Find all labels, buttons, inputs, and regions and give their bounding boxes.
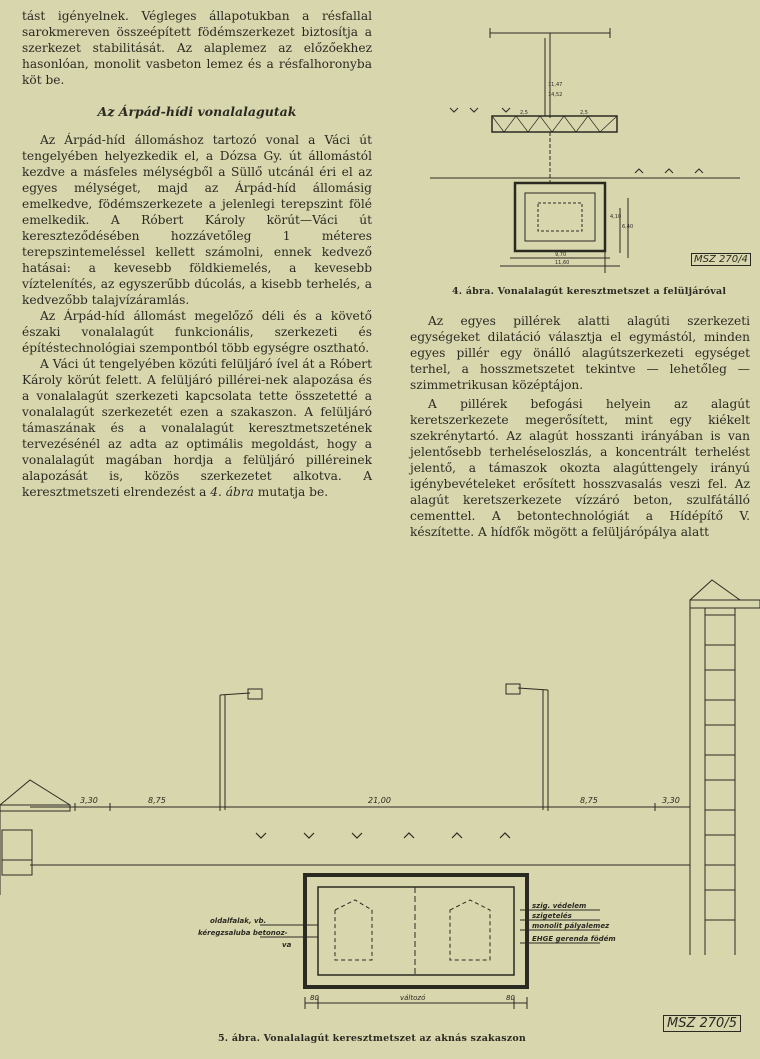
dimension-label: 3,30	[662, 796, 680, 805]
dimension-label: 14,52	[548, 92, 563, 98]
dimension-label: 8,75	[580, 796, 598, 805]
left-column	[22, 8, 372, 500]
dimension-label: 8,75	[148, 796, 166, 805]
dimension-label: 80	[310, 994, 319, 1002]
dimension-label: 3,30	[80, 796, 98, 805]
dimension-label: 11,60	[555, 260, 570, 266]
annotation-left: kéregzsaluba betonoz-	[198, 929, 288, 937]
figure-5-caption: 5. ábra. Vonalalagút keresztmetszet az aknás szakaszon	[218, 1033, 526, 1044]
paragraph: A Váci út tengelyében közúti felüljáró ível át a Róbert Károly körút felett. A felüljáró pillérei-nek alapozása és a vonalalagút szerkezeti kapcsolata tette összetetté a vonalalagút szerkezetét ezen a szakaszon. A felüljáró támaszának és a vonalalagút keresztmetszetének tervezésénél az adta az optimális megoldást, hogy a vonalalagút magában hordja a felüljáró pilléreinek alapozását is, közös szerkezetet alkotva. A keresztmetszeti elrendezést a 4. ábra mutatja be.	[22, 357, 372, 499]
dimension-label: 80	[506, 994, 515, 1002]
paragraph: Az Árpád-híd állomást megelőző déli és a követő északi vonalalagút funkcionális, szerkezeti és építéstechnológiai szempontból több egységre osztható.	[22, 309, 372, 355]
dimension-label: 6,40	[622, 224, 634, 230]
dimension-label: 21,00	[368, 796, 391, 805]
annotation-right: EHGE gerenda födém	[532, 935, 616, 943]
right-column	[410, 313, 750, 540]
paragraph: Az Árpád-híd állomáshoz tartozó vonal a Váci út tengelyében helyezkedik el, a Dózsa Gy. út állomástól kezdve a másfeles mélységből a Süllő utcánál éri el az egyes mélységet, majd az Árpád-híd állomásig emelkedve, födémszerkezete a jelenlegi terepszint fölé emelkedik. A Róbert Károly körút—Váci út kereszteződésében hozzávetőleg 1 méteres terepszintemeléssel kellett számolni, ennek kedvező hatásai: a kevesebb földkiemelés, a kevesebb víztelenítés, az egyszerűbb dúcolás, a kisebb terhelés, a kedvezőbb talajvízáramlás.	[22, 133, 372, 307]
dimension-label: 11,47	[548, 82, 563, 88]
dimension-label: 4,10	[610, 214, 622, 220]
figure-reference: 4. ábra	[210, 485, 254, 499]
figure-4-label: MSZ 270/4	[691, 253, 751, 266]
dimension-label: 9,70	[555, 252, 567, 258]
annotation-right: monolit pályalemez	[532, 922, 610, 930]
section-heading: Az Árpád-hídi vonalalagutak	[97, 104, 297, 119]
paragraph: A pillérek befogási helyein az alagút keretszerkezete megerősített, mint egy kiékelt szekrénytartó. Az alagút hosszanti irányában is van jelentősebb terheléseloszlás, a koncentrált terhelést jelentő, a támaszok okozta alagúttengely irányú igénybevételeket erősített hosszvasalás veszi fel. Az alagút keretszerkezete vízzáró beton, szulfátálló cementtel. A betontechnológiát a Hídépítő V. készítette. A hídfők mögött a felüljárópálya alatt	[410, 397, 750, 539]
dimension-label: 2,5	[580, 110, 588, 116]
dimension-label: változó	[400, 994, 426, 1002]
paragraph-continuation: tást igényelnek. Végleges állapotukban a résfallal sarokmereven összeépített födémszerkezet biztosítja a szerkezet stabilitását. Az alaplemez az előzőekhez hasonlóan, monolit vasbeton lemez és a résfalhoronyba köt be.	[22, 9, 372, 87]
annotation-right: szig. védelem	[532, 902, 587, 910]
paragraph: Az egyes pillérek alatti alagúti szerkezeti egységeket dilatáció választja el egymástól, minden egyes pillér egy önálló alagútszerkezeti egységet terhel, a hosszmetszetet tekintve — lehetőleg — szimmetrikusan középtájon.	[410, 314, 750, 392]
figure-4-drawing	[420, 8, 750, 273]
dimension-label: 2,5	[520, 110, 528, 116]
figure-5-label: MSZ 270/5	[663, 1015, 741, 1032]
figure-5-drawing	[0, 575, 760, 1015]
annotation-left: oldalfalak, vb.	[210, 917, 267, 925]
annotation-left: va	[282, 941, 292, 949]
annotation-right: szigetelés	[532, 912, 572, 920]
figure-4-caption: 4. ábra. Vonalalagút keresztmetszet a felüljáróval	[452, 286, 727, 297]
